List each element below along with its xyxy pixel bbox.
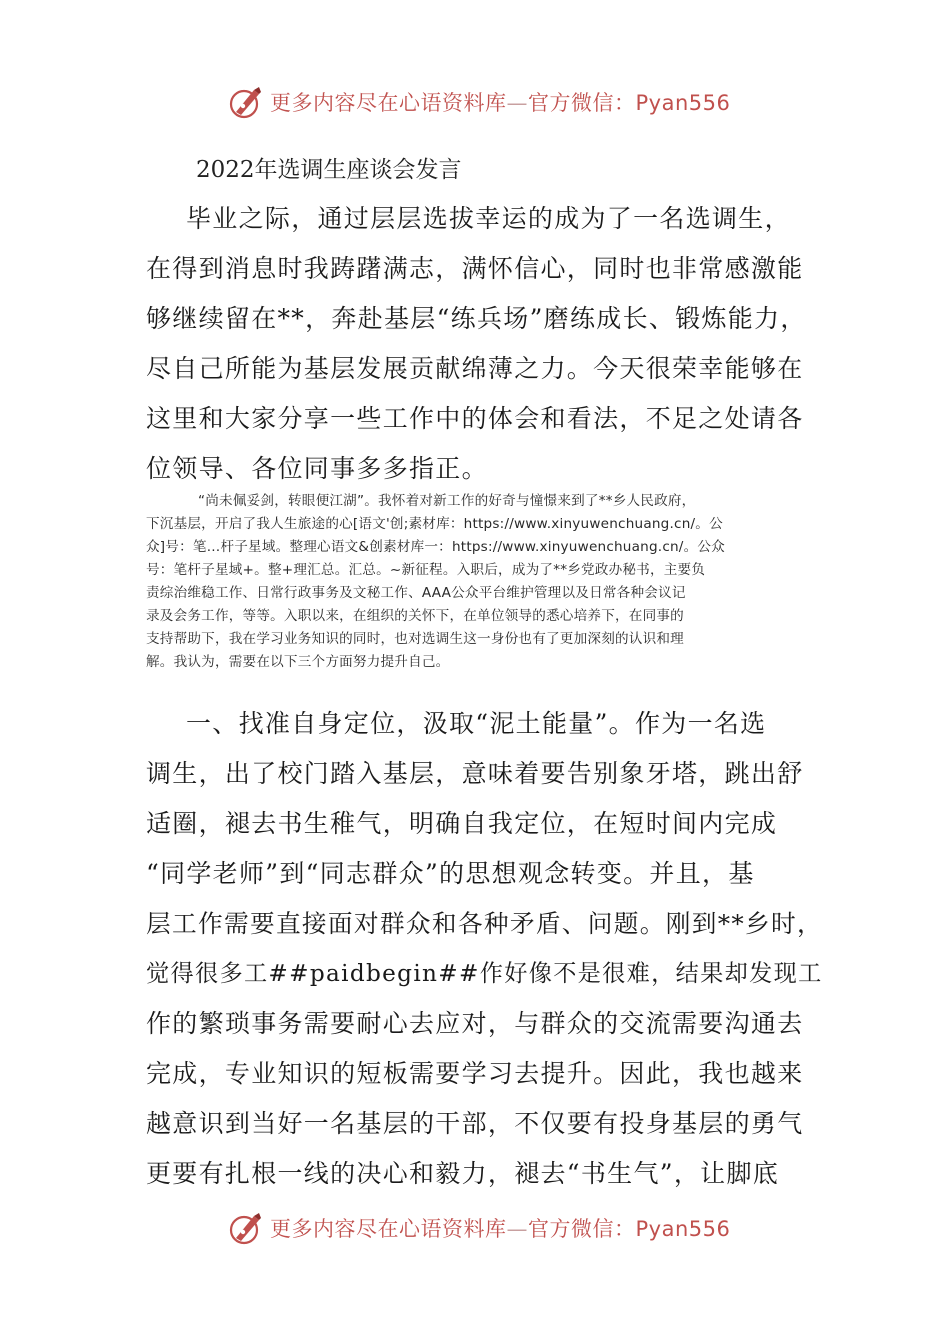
text-line: 越意识到当好一名基层的干部，不仅要有投身基层的勇气	[146, 1109, 804, 1138]
text-line: 毕业之际，通过层层选拔幸运的成为了一名选调生，	[186, 204, 791, 233]
text-line: “尚未佩妥剑，转眼便江湖”。我怀着对新工作的好奇与憧憬来到了**乡人民政府，	[198, 493, 696, 509]
text-line: 解。我认为，需要在以下三个方面努力提升自己。	[146, 654, 450, 670]
text-line: 众]号：笔…杆子星域。整理心语文&创素材库一：https://www.xinyuwenchuang.cn/。公众	[146, 539, 725, 555]
text-line: 支持帮助下，我在学习业务知识的同时，也对选调生这一身份也有了更加深刻的认识和理	[146, 631, 684, 647]
text-line: 责综治维稳工作、日常行政事务及文秘工作、AAA公众平台维护管理以及日常各种会议记	[146, 585, 686, 601]
text-line: 作的繁琐事务需要耐心去应对，与群众的交流需要沟通去	[146, 1009, 804, 1038]
pen-nib-logo-icon	[228, 84, 264, 120]
text-line: 调生，出了校门踏入基层，意味着要告别象牙塔，跳出舒	[146, 759, 804, 788]
pen-nib-logo-icon	[228, 1210, 264, 1246]
text-line: 完成，专业知识的短板需要学习去提升。因此，我也越来	[146, 1059, 804, 1088]
text-line: 位领导、各位同事多多指正。	[146, 454, 488, 483]
text-line: 够继续留在**，奔赴基层“练兵场”磨练成长、锻炼能力，	[146, 304, 807, 333]
text-line: 录及会务工作，等等。入职以来，在组织的关怀下，在单位领导的悉心培养下，在同事的	[146, 608, 684, 624]
text-line: 层工作需要直接面对群众和各种矛盾、问题。刚到**乡时，	[146, 909, 823, 938]
text-line: 这里和大家分享一些工作中的体会和看法，不足之处请各	[146, 404, 804, 433]
section-one-paragraph	[146, 699, 826, 1199]
text-line: 下沉基层，开启了我人生旅途的心[语文'创;素材库：https://www.xinyuwenchuang.cn/。公	[146, 516, 723, 532]
footer-watermark	[228, 1208, 748, 1248]
text-line: 在得到消息时我踌躇满志，满怀信心，同时也非常感激能	[146, 254, 804, 283]
small-print-paragraph	[146, 490, 826, 674]
text-line: 觉得很多工##paidbegin##作好像不是很难，结果却发现工	[146, 960, 823, 987]
text-line: 号：笔杆子星域+。整+理汇总。汇总。~新征程。入职后，成为了**乡党政办秘书，主要负	[146, 562, 706, 578]
document-title: 2022年选调生座谈会发言	[196, 157, 462, 183]
watermark-text: 更多内容尽在心语资料库—官方微信：Pyan556	[270, 1217, 731, 1241]
text-line: 尽自己所能为基层发展贡献绵薄之力。今天很荣幸能够在	[146, 354, 804, 383]
text-line: 一、找准自身定位，汲取“泥土能量”。作为一名选	[186, 709, 767, 738]
text-line: 适圈，褪去书生稚气，明确自我定位，在短时间内完成	[146, 809, 778, 838]
intro-paragraph	[146, 194, 826, 494]
text-line: 更要有扎根一线的决心和毅力，褪去“书生气”，让脚底	[146, 1159, 780, 1188]
watermark-text: 更多内容尽在心语资料库—官方微信：Pyan556	[270, 91, 731, 115]
header-watermark	[228, 82, 748, 122]
text-line: “同学老师”到“同志群众”的思想观念转变。并且，基	[146, 859, 755, 888]
